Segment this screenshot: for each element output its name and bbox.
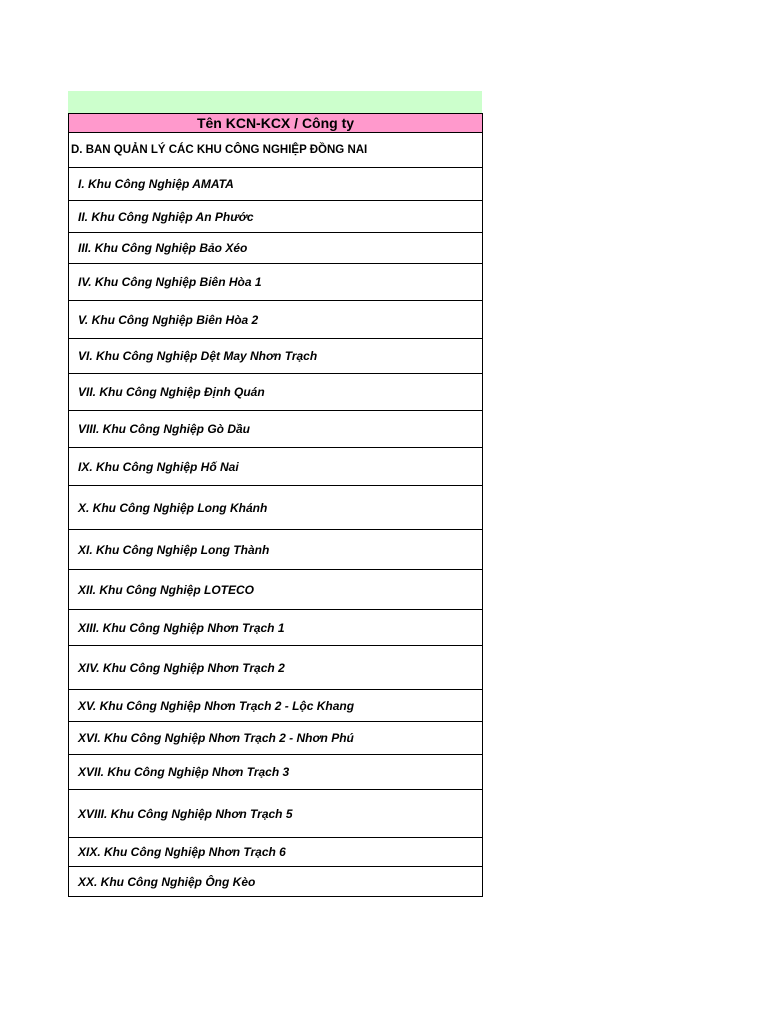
table-row[interactable]: II. Khu Công Nghiệp An Phước: [69, 201, 482, 233]
table-row[interactable]: XIII. Khu Công Nghiệp Nhơn Trạch 1: [69, 610, 482, 646]
table-row[interactable]: XVIII. Khu Công Nghiệp Nhơn Trạch 5: [69, 790, 482, 838]
table-row[interactable]: VIII. Khu Công Nghiệp Gò Dầu: [69, 411, 482, 448]
table-row[interactable]: I. Khu Công Nghiệp AMATA: [69, 168, 482, 201]
table-row[interactable]: XVII. Khu Công Nghiệp Nhơn Trạch 3: [69, 755, 482, 790]
table-row[interactable]: IV. Khu Công Nghiệp Biên Hòa 1: [69, 264, 482, 301]
table-row[interactable]: XX. Khu Công Nghiệp Ông Kèo: [69, 867, 482, 897]
table-row[interactable]: XII. Khu Công Nghiệp LOTECO: [69, 570, 482, 610]
table-row[interactable]: III. Khu Công Nghiệp Bảo Xéo: [69, 233, 482, 264]
table-row[interactable]: XV. Khu Công Nghiệp Nhơn Trạch 2 - Lộc Khang: [69, 690, 482, 722]
column-header[interactable]: Tên KCN-KCX / Công ty: [69, 113, 482, 133]
table-row[interactable]: V. Khu Công Nghiệp Biên Hòa 2: [69, 301, 482, 339]
table-row[interactable]: VI. Khu Công Nghiệp Dệt May Nhơn Trạch: [69, 339, 482, 374]
table-row[interactable]: XVI. Khu Công Nghiệp Nhơn Trạch 2 - Nhơn Phú: [69, 722, 482, 755]
table-row[interactable]: XIV. Khu Công Nghiệp Nhơn Trạch 2: [69, 646, 482, 690]
table-row[interactable]: XIX. Khu Công Nghiệp Nhơn Trạch 6: [69, 838, 482, 867]
table-row[interactable]: X. Khu Công Nghiệp Long Khánh: [69, 486, 482, 530]
table-row[interactable]: XI. Khu Công Nghiệp Long Thành: [69, 530, 482, 570]
spreadsheet-table: [68, 113, 483, 897]
table-row[interactable]: VII. Khu Công Nghiệp Định Quán: [69, 374, 482, 411]
green-header-band: [68, 91, 482, 113]
table-row[interactable]: IX. Khu Công Nghiệp Hố Nai: [69, 448, 482, 486]
board-row[interactable]: D. BAN QUẢN LÝ CÁC KHU CÔNG NGHIỆP ĐỒNG NAI: [69, 133, 482, 168]
